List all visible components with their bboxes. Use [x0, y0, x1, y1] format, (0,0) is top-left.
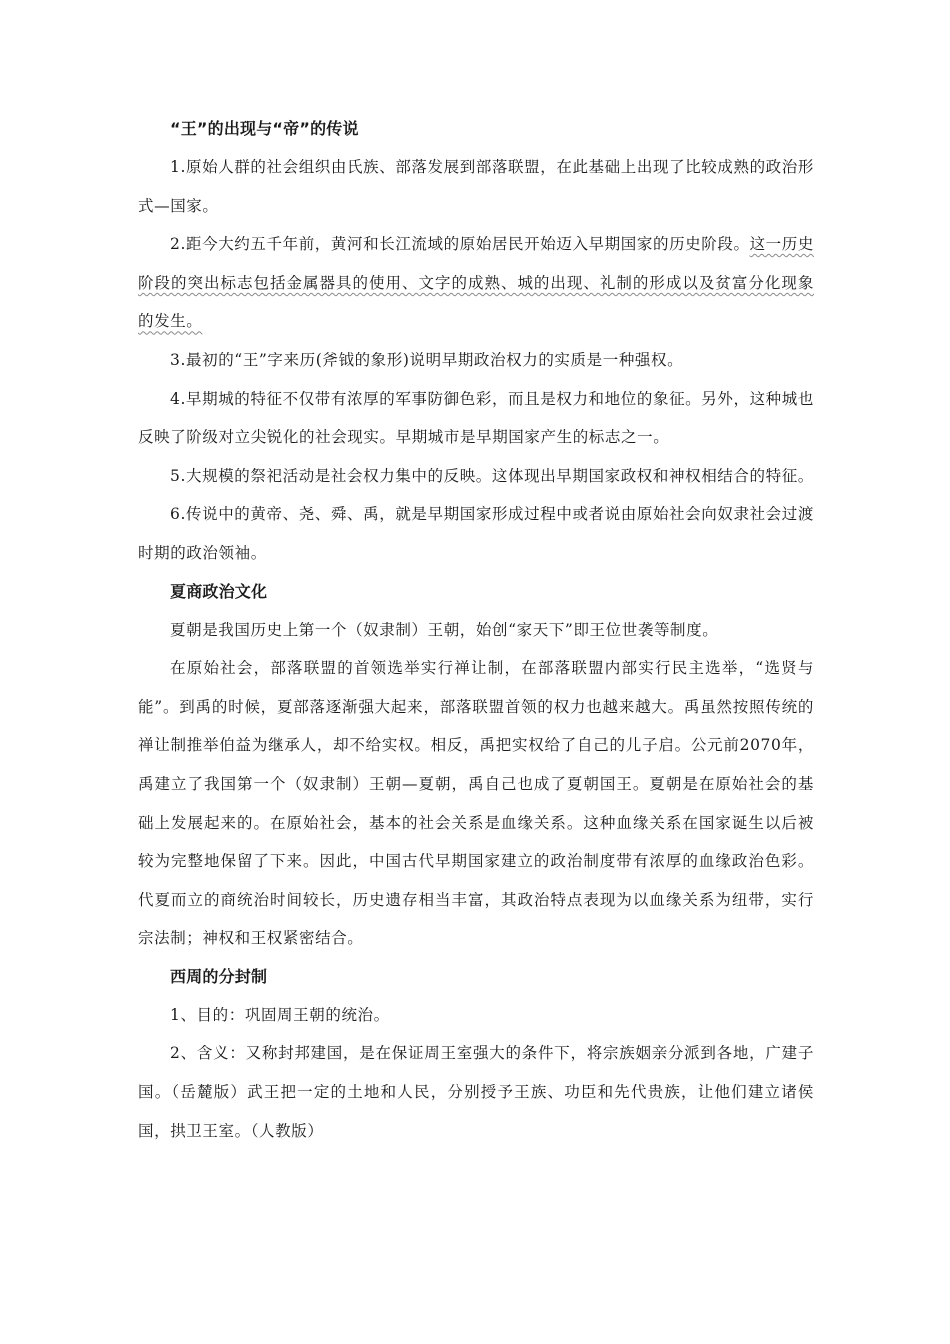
paragraph-6: 6.传说中的黄帝、尧、舜、禹，就是早期国家形成过程中或者说由原始社会向奴隶社会过渡时期的政治领袖。 [138, 505, 814, 562]
section-heading-western-zhou: 西周的分封制 [170, 966, 268, 986]
paragraph-2-text: 2.距今大约五千年前，黄河和长江流域的原始居民开始迈入早期国家的历史阶段。 [170, 235, 750, 254]
paragraph-5: 5.大规模的祭祀活动是社会权力集中的反映。这体现出早期国家政权和神权相结合的特征。 [170, 466, 814, 485]
zhou-paragraph-1: 1、目的：巩固周王朝的统治。 [170, 1005, 390, 1024]
section-heading-xia-shang: 夏商政治文化 [170, 581, 268, 601]
xia-paragraph-2: 在原始社会，部落联盟的首领选举实行禅让制，在部落联盟内部实行民主选举，“选贤与能”。到禹的时候，夏部落逐渐强大起来，部落联盟首领的权力也越来越大。禹虽然按照传统的禅让制推举伯益为继承人，却不给实权。相反，禹把实权给了自己的儿子启。公元前2070年，禹建立了我国第一个（奴隶制）王朝—夏朝，禹自己也成了夏朝国王。夏朝是在原始社会的基础上发展起来的。在原始社会，基本的社会关系是血缘关系。这种血缘关系在国家诞生以后被较为完整地保留了下来。因此，中国古代早期国家建立的政治制度带有浓厚的血缘政治色彩。代夏而立的商统治时间较长，历史遗存相当丰富，其政治特点表现为以血缘关系为纽带，实行宗法制；神权和王权紧密结合。 [138, 659, 814, 948]
document-body [138, 118, 814, 1150]
zhou-paragraph-2: 2、含义：又称封邦建国，是在保证周王室强大的条件下，将宗族姻亲分派到各地，广建子国。（岳麓版）武王把一定的土地和人民，分别授予王族、功臣和先代贵族，让他们建立诸侯国，拱卫王室。（人教版） [138, 1044, 814, 1140]
paragraph-2 [138, 225, 814, 341]
section-heading-wang-di: “王”的出现与“帝”的传说 [170, 119, 359, 138]
paragraph-2-marked-text: 这一历史阶段的突出标志包括金属器具的使用、文字的成熟、城的出现、礼制的形成以及贫富分化现象的发生。 [138, 235, 814, 331]
xia-paragraph-1: 夏朝是我国历史上第一个（奴隶制）王朝，始创“家天下”即王位世袭等制度。 [170, 620, 719, 639]
paragraph-3: 3.最初的“王”字来历(斧钺的象形)说明早期政治权力的实质是一种强权。 [170, 350, 684, 369]
paragraph-4: 4.早期城的特征不仅带有浓厚的军事防御色彩，而且是权力和地位的象征。另外，这种城也反映了阶级对立尖锐化的社会现实。早期城市是早期国家产生的标志之一。 [138, 389, 814, 447]
paragraph-1: 1.原始人群的社会组织由氏族、部落发展到部落联盟，在此基础上出现了比较成熟的政治形式—国家。 [138, 158, 814, 215]
